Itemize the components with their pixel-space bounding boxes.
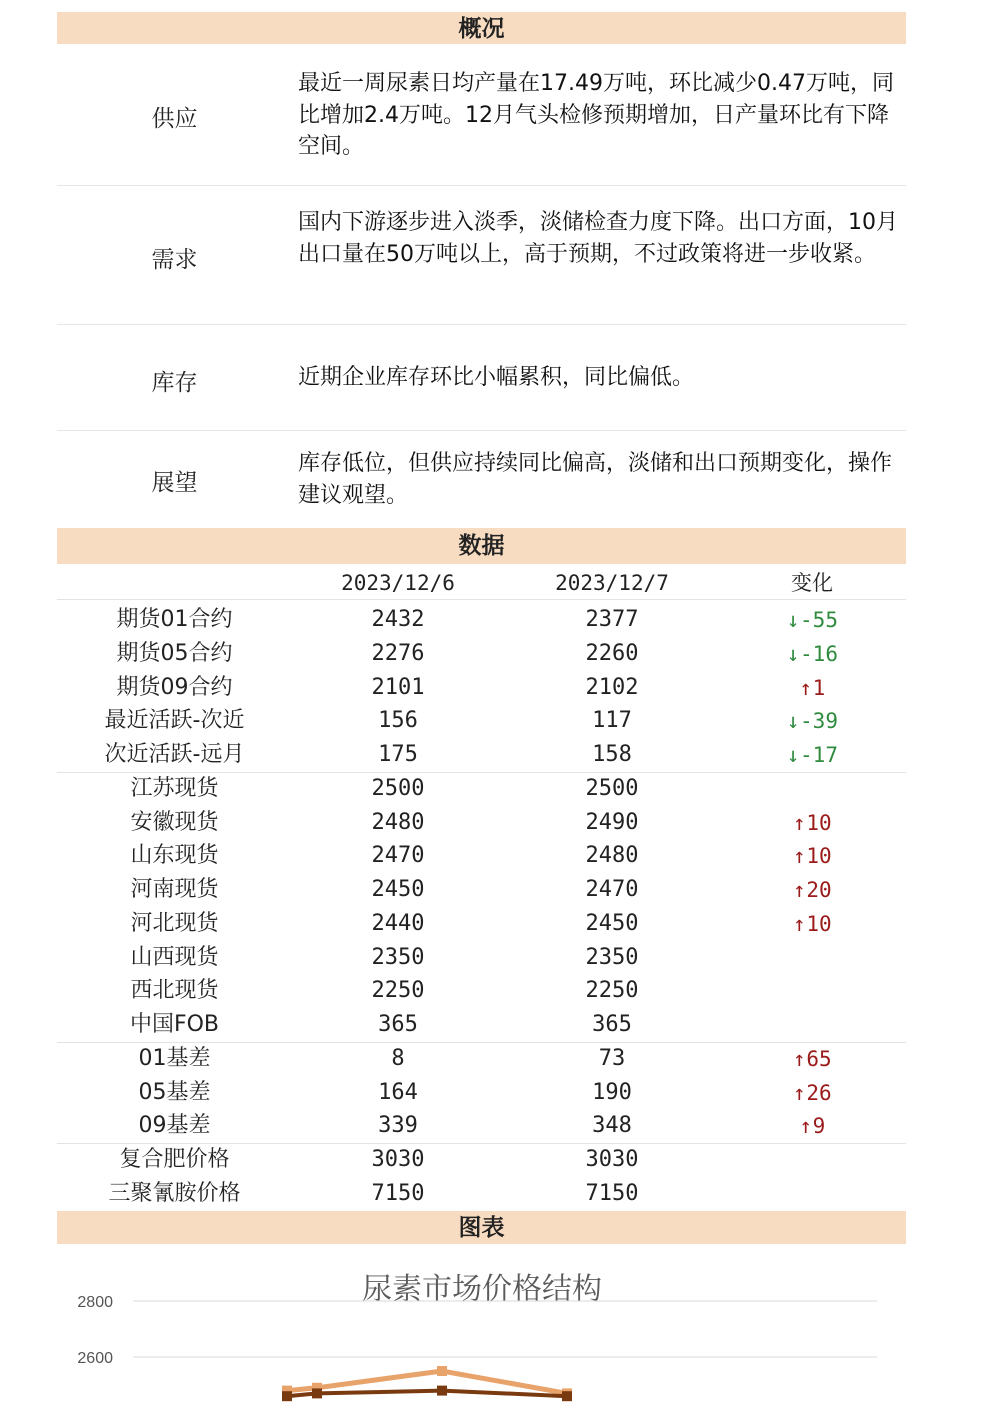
table-row [57, 839, 906, 873]
data-header [57, 528, 906, 564]
change-amount: -39 [800, 709, 838, 734]
overview-text: 国内下游逐步进入淡季，淡储检查力度下降。出口方面，10月出口量在50万吨以上，高于预期，不过政策将进一步收紧。 [298, 210, 898, 267]
overview-title: 概况 [458, 16, 505, 42]
table-row [57, 806, 906, 840]
arrow-up-icon: ↑ [793, 1080, 806, 1105]
series-line [287, 1391, 567, 1397]
change-amount: 9 [812, 1114, 826, 1139]
value-date1: 2500 [371, 775, 425, 801]
change-value [757, 1076, 867, 1110]
arrow-down-icon: ↓ [786, 641, 800, 666]
change-value [757, 738, 867, 772]
overview-label: 库存 [151, 370, 198, 396]
table-row [57, 637, 906, 671]
overview-row-inventory [57, 324, 906, 431]
column-header-change: 变化 [791, 571, 833, 595]
change-value [757, 1109, 867, 1143]
row-name: 05基差 [138, 1079, 211, 1105]
change-amount: 10 [806, 911, 832, 936]
value-date1: 8 [391, 1045, 405, 1071]
change-amount: 20 [806, 878, 832, 902]
row-name: 西北现货 [130, 978, 219, 1004]
arrow-down-icon: ↓ [786, 709, 800, 734]
arrow-up-icon: ↑ [793, 911, 806, 936]
value-date2: 2350 [585, 944, 639, 970]
value-date2: 2470 [585, 877, 639, 902]
value-date1: 339 [378, 1113, 418, 1139]
table-row [57, 772, 906, 806]
arrow-up-icon: ↑ [799, 1114, 812, 1139]
value-date2: 2490 [585, 809, 639, 835]
value-date1: 7150 [371, 1180, 425, 1206]
overview-text: 近期企业库存环比小幅累积，同比偏低。 [298, 365, 695, 390]
table-row [57, 704, 906, 738]
value-date2: 190 [592, 1079, 632, 1105]
value-date1: 3030 [371, 1147, 425, 1172]
value-date2: 2480 [585, 843, 639, 869]
overview-label: 展望 [151, 470, 198, 496]
value-date1: 2276 [371, 640, 425, 666]
data-point [282, 1391, 292, 1401]
value-date2: 2102 [585, 674, 639, 700]
table-row [57, 1076, 906, 1110]
change-amount: 65 [806, 1046, 832, 1071]
table-row [57, 671, 906, 705]
table-row [57, 974, 906, 1008]
data-point [437, 1366, 447, 1376]
overview-row-supply [57, 44, 906, 186]
table-row [57, 941, 906, 975]
change-value [757, 1042, 867, 1076]
value-date2: 348 [592, 1113, 632, 1139]
value-date1: 2470 [371, 843, 425, 869]
arrow-up-icon: ↑ [793, 878, 806, 902]
overview-row-demand [57, 185, 906, 325]
value-date1: 2250 [371, 978, 425, 1004]
value-date2: 2500 [585, 775, 639, 801]
row-name: 复合肥价格 [119, 1147, 230, 1172]
row-name: 次近活跃-远月 [104, 742, 245, 767]
overview-text: 最近一周尿素日均产量在17.49万吨，环比减少0.47万吨，同比增加2.4万吨。12月气头检修预期增加，日产量环比有下降空间。 [298, 71, 894, 159]
data-point [312, 1388, 322, 1398]
value-date2: 117 [592, 708, 632, 734]
overview-header [57, 12, 906, 44]
value-date1: 2432 [371, 607, 425, 632]
change-amount: 26 [806, 1080, 832, 1105]
row-name: 山东现货 [130, 843, 219, 869]
value-date2: 2260 [585, 640, 639, 666]
change-value [757, 637, 867, 671]
value-date1: 164 [378, 1079, 418, 1105]
price-structure-chart [57, 1244, 906, 1403]
value-date2: 73 [598, 1045, 626, 1071]
data-title: 数据 [458, 533, 505, 559]
table-row [57, 738, 906, 772]
arrow-up-icon: ↑ [793, 1046, 806, 1071]
table-row [57, 873, 906, 907]
change-amount: -16 [800, 641, 838, 666]
row-name: 安徽现货 [130, 809, 219, 835]
change-amount: 1 [812, 675, 826, 700]
table-row [57, 1143, 906, 1177]
change-amount: 10 [806, 844, 832, 869]
arrow-down-icon: ↓ [786, 608, 800, 632]
value-date1: 175 [378, 742, 418, 767]
change-value [757, 839, 867, 873]
chart-section-title: 图表 [458, 1215, 505, 1241]
value-date2: 2377 [585, 607, 639, 632]
value-date1: 156 [378, 708, 418, 734]
value-date1: 2450 [371, 877, 425, 902]
row-name: 山西现货 [130, 944, 219, 970]
table-row [57, 1177, 906, 1211]
y-tick-label: 2800 [77, 1294, 113, 1311]
row-name: 河北现货 [130, 910, 219, 936]
value-date2: 3030 [585, 1147, 639, 1172]
table-row [57, 907, 906, 941]
arrow-up-icon: ↑ [799, 675, 812, 700]
chart-title: 尿素市场价格结构 [362, 1272, 602, 1307]
arrow-up-icon: ↑ [793, 810, 806, 835]
row-name: 期货09合约 [116, 674, 233, 700]
divider [57, 599, 906, 600]
y-tick-label: 2600 [77, 1350, 113, 1367]
row-name: 01基差 [138, 1045, 211, 1071]
table-row [57, 1042, 906, 1076]
row-name: 期货05合约 [116, 640, 233, 666]
row-name: 中国FOB [129, 1012, 220, 1037]
row-name: 最近活跃-次近 [104, 708, 245, 734]
value-date1: 2101 [371, 674, 425, 700]
arrow-down-icon: ↓ [786, 743, 800, 767]
value-date1: 2440 [371, 910, 425, 936]
overview-text: 库存低位，但供应持续同比偏高，淡储和出口预期变化，操作建议观望。 [298, 451, 893, 508]
value-date1: 2350 [371, 944, 425, 970]
value-date1: 2480 [371, 809, 425, 835]
change-value [757, 603, 867, 637]
row-name: 09基差 [138, 1113, 211, 1139]
value-date1: 365 [378, 1012, 418, 1037]
value-date2: 2250 [585, 978, 639, 1004]
value-date2: 2450 [585, 910, 639, 936]
overview-label: 需求 [151, 247, 198, 273]
table-row [57, 1008, 906, 1042]
chart-header [57, 1211, 906, 1244]
table-row [57, 1109, 906, 1143]
overview-label: 供应 [151, 106, 198, 132]
column-header-date2: 2023/12/7 [555, 571, 669, 595]
change-value [757, 704, 867, 738]
row-name: 河南现货 [130, 877, 219, 902]
table-row [57, 603, 906, 637]
value-date2: 158 [592, 742, 632, 767]
value-date2: 7150 [585, 1180, 639, 1206]
data-point [562, 1391, 572, 1401]
row-name: 三聚氰胺价格 [108, 1180, 241, 1206]
change-value [757, 907, 867, 941]
change-amount: 10 [806, 810, 832, 835]
row-name: 期货01合约 [116, 607, 233, 632]
change-amount: -55 [800, 608, 838, 632]
arrow-up-icon: ↑ [793, 844, 806, 869]
change-value [757, 873, 867, 907]
overview-row-outlook [57, 430, 906, 528]
change-value [757, 671, 867, 705]
change-value [757, 806, 867, 840]
value-date2: 365 [592, 1012, 632, 1037]
row-name: 江苏现货 [130, 775, 219, 801]
column-header-date1: 2023/12/6 [341, 571, 455, 595]
change-amount: -17 [800, 743, 838, 767]
data-point [437, 1386, 447, 1396]
